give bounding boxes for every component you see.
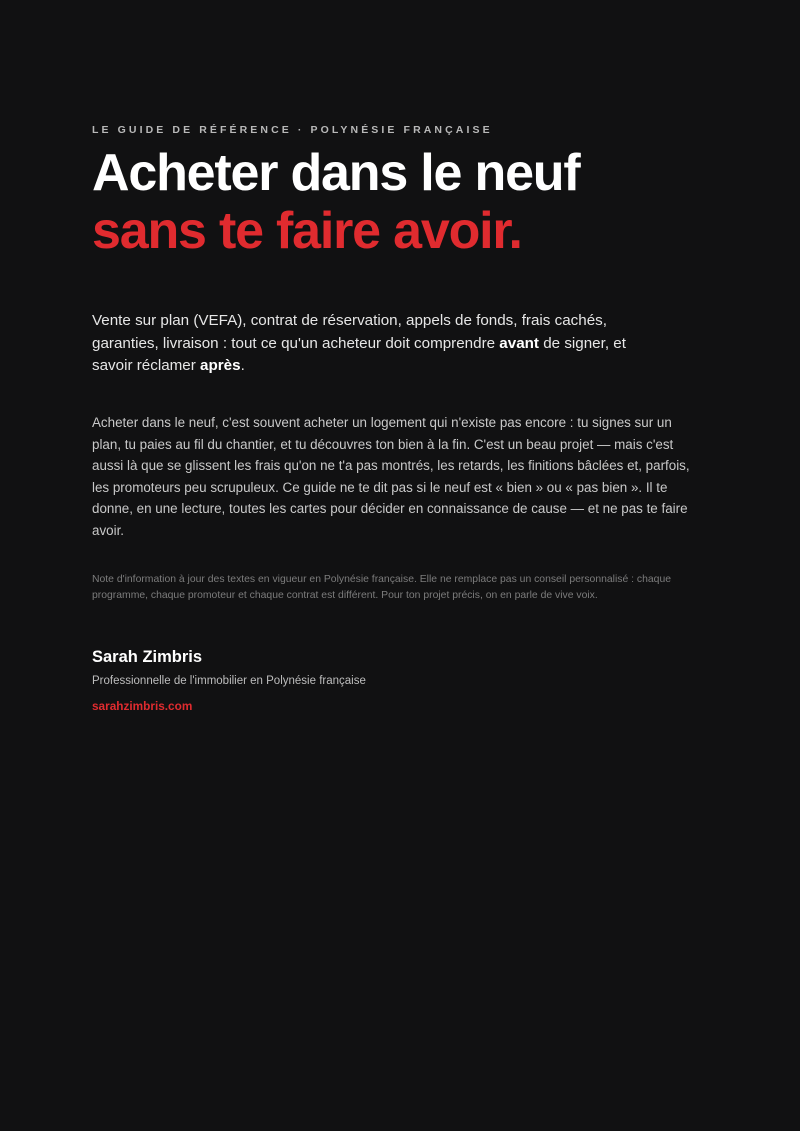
lead-emphasis-avant: avant (499, 334, 539, 352)
lead-text-3: . (240, 357, 245, 374)
author-name: Sarah Zimbris (92, 648, 203, 666)
intro-paragraph: Acheter dans le neuf, c'est souvent acheter un logement qui n'existe pas encore : tu signes sur un plan, tu paies au fil du chantier, et tu découvres ton bien à la fin. C'est un beau projet — mais c'est aussi là que se glissent les frais qu'on ne t'a pas montrés, les retards, les finitions bâclées et, parfois, les promoteurs peu scrupuleux. Ce guide ne te dit pas si le neuf est « bien » ou « pas bien ». Il te donne, en une lecture, toutes les cartes pour décider en connaissance de cause — et ne pas te faire avoir. (92, 415, 690, 538)
title-line-1: Acheter dans le neuf (92, 144, 580, 202)
lead-paragraph (92, 310, 652, 378)
lead-emphasis-apres: après (200, 357, 241, 374)
lead-text-2: de signer, et savoir réclamer (92, 334, 626, 374)
author-website-link[interactable]: sarahzimbris.com (92, 699, 193, 713)
page-title (92, 144, 732, 260)
author-role: Professionnelle de l'immobilier en Polynésie française (92, 675, 366, 687)
lead-text-1: Vente sur plan (VEFA), contrat de réservation, appels de fonds, frais cachés, garanties, livraison : tout ce qu'un acheteur doit comprendre (92, 312, 607, 352)
title-line-2-accent: sans te faire avoir. (92, 202, 522, 260)
kicker-label: LE GUIDE DE RÉFÉRENCE · POLYNÉSIE FRANÇAISE (92, 124, 493, 136)
disclaimer-note: Note d'information à jour des textes en vigueur en Polynésie française. Elle ne remplace pas un conseil personnalisé : chaque programme, chaque promoteur et chaque contrat est différent. Pour ton projet précis, on en parle de vive voix. (92, 574, 672, 601)
